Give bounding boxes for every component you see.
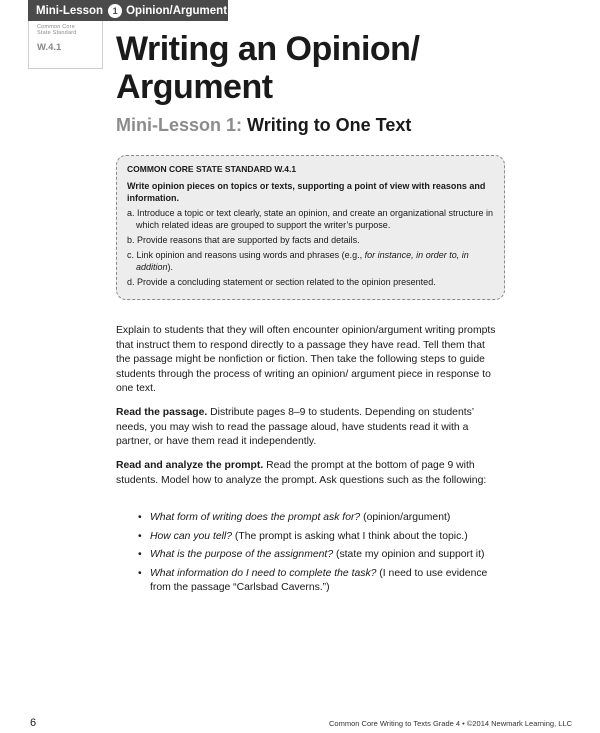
bullet-icon: • — [138, 530, 142, 542]
list-item — [138, 511, 506, 526]
title-line2: Argument — [116, 68, 273, 106]
list-item — [138, 567, 506, 596]
analyze-prompt-paragraph — [116, 459, 501, 488]
read-passage-text: Distribute pages 8–9 to students. Depending on students’ needs, you may wish to read the passage aloud, have students read it with a partner, or have them read it independently. — [116, 407, 474, 448]
lesson-tab — [28, 0, 228, 21]
bullet-question: What form of writing does the prompt ask for? — [150, 512, 361, 523]
bullet-answer: (I need to use evidence from the passage “Carlsbad Caverns.”) — [150, 567, 488, 594]
ccss-item-c-italic: for instance, in order to, in addition — [136, 250, 469, 272]
bullet-question: What information do I need to complete the task? — [150, 567, 377, 579]
ccss-heading: COMMON CORE STATE STANDARD W.4.1 — [127, 164, 297, 174]
ccss-item-c-end: ). — [167, 262, 174, 272]
read-passage-lead: Read the passage. — [116, 407, 208, 418]
page-subtitle — [116, 115, 411, 136]
bullet-answer: (The prompt is asking what I think about the topic.) — [232, 530, 468, 542]
ccss-item-c — [127, 249, 494, 273]
intro-paragraph: Explain to students that they will often encounter opinion/argument writing prompts that instruct them to respond directly to a passage they have read. Tell them that the passage might be nonfiction or fiction. Then take the following steps to guide students through the process of writing an opinion/ argument piece in response to one text. — [116, 325, 496, 395]
tab-title: Opinion/Argument — [126, 4, 228, 17]
ccss-item-a: a. Introduce a topic or text clearly, state an opinion, and create an organizational structure in which related ideas are grouped to support the writer’s purpose. — [127, 208, 494, 230]
analyze-prompt-lead: Read and analyze the prompt. — [116, 460, 264, 471]
ccss-item-b: b. Provide reasons that are supported by facts and details. — [127, 235, 360, 245]
title-line1: Writing an Opinion/ — [116, 30, 420, 68]
tab-label: Mini-Lesson — [36, 4, 104, 17]
bullet-icon: • — [138, 567, 142, 579]
subtitle-prefix: Mini-Lesson 1: — [116, 115, 243, 135]
footer-credit: Common Core Writing to Texts Grade 4 • ©2014 Newmark Learning, LLC — [329, 719, 572, 728]
standard-label-line1: Common Core — [37, 24, 75, 30]
ccss-lead: Write opinion pieces on topics or texts, supporting a point of view with reasons and information. — [127, 181, 486, 203]
bullet-icon: • — [138, 512, 142, 523]
list-item — [138, 530, 506, 545]
bullet-question: How can you tell? — [150, 530, 233, 542]
standard-code: W.4.1 — [37, 42, 62, 53]
ccss-standard-box — [116, 155, 505, 300]
lesson-number-badge: 1 — [108, 4, 122, 18]
page-number: 6 — [30, 717, 37, 729]
standard-box — [28, 21, 103, 69]
ccss-item-d: d. Provide a concluding statement or section related to the opinion presented. — [127, 277, 436, 287]
question-list — [138, 511, 506, 600]
page-title — [116, 30, 576, 106]
read-passage-paragraph — [116, 406, 501, 450]
bullet-answer: (state my opinion and support it) — [333, 549, 485, 561]
bullet-answer: (opinion/argument) — [360, 512, 451, 523]
bullet-question: What is the purpose of the assignment? — [150, 549, 334, 561]
list-item — [138, 548, 506, 563]
bullet-icon: • — [138, 549, 142, 561]
ccss-item-c-start: c. Link opinion and reasons using words and phrases (e.g., — [127, 250, 365, 260]
analyze-prompt-text: Read the prompt at the bottom of page 9 with students. Model how to analyze the prompt. Ask questions such as the following: — [116, 460, 487, 486]
subtitle-text: Writing to One Text — [247, 115, 412, 135]
standard-label-line2: State Standard — [37, 30, 77, 36]
